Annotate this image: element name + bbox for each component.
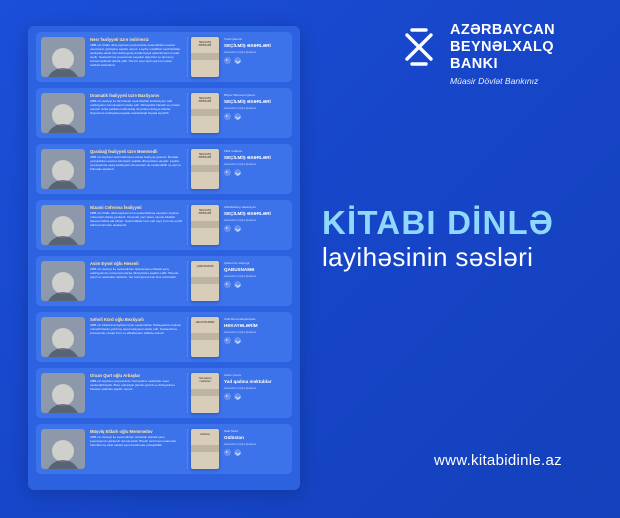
list-item[interactable]	[36, 32, 292, 82]
list-item[interactable]	[36, 424, 292, 474]
list-item[interactable]	[36, 200, 292, 250]
speaker-name: Nizami Cəfərova fəaliyyəti	[90, 205, 142, 210]
website-url[interactable]: www.kitabidinle.az	[434, 452, 562, 469]
narrator-label: Səsləndirən: layihə iştirakçısı	[224, 51, 257, 54]
speaker-bio: ABB-nin layihəsi çərçivəsində Yad qadına məktublar əsəri səsləndirilmişdir. Əsər epistolyar janrda yazılıb və dinləyicilərə hissələr şəklində təqdim olunur.	[90, 379, 175, 392]
book-cover: Gülüstan	[191, 429, 219, 469]
speaker-name: Müşvİq Eldarlı oğlu Məmmədov	[90, 429, 153, 434]
book-cover: SEÇİLMİŞ ƏSƏRLƏR	[191, 93, 219, 133]
play-icon[interactable]	[224, 393, 231, 400]
play-icon[interactable]	[224, 169, 231, 176]
audio-controls[interactable]	[224, 113, 287, 120]
bank-knot-logo-icon	[398, 26, 440, 68]
narrator-label: Səsləndirən: layihə iştirakçısı	[224, 331, 257, 334]
speaker-name: Nəsr fəaliyyəti üzrə indirimsiz	[90, 37, 149, 42]
speaker-photo	[41, 317, 85, 357]
book-title: SEÇİLMİŞ ƏSƏRLƏRİ	[224, 155, 271, 160]
speaker-photo	[41, 205, 85, 245]
speaker-name: Dramatik fəaliyyəti üzrə Baxtiyarov	[90, 93, 160, 98]
download-icon[interactable]	[234, 225, 241, 232]
book-title: HEKAYƏLƏRİM	[224, 323, 258, 328]
speaker-photo	[41, 93, 85, 133]
download-icon[interactable]	[234, 57, 241, 64]
audiobook-list-panel	[28, 26, 300, 490]
audio-controls[interactable]	[224, 393, 287, 400]
speaker-name: Orxan Qurt oğlu Arbaşlar	[90, 373, 141, 378]
book-author: Əliyev Məmməd Qasım	[224, 93, 256, 97]
book-author: Tahir Cəlilova	[224, 149, 243, 153]
download-icon[interactable]	[234, 169, 241, 176]
list-item[interactable]	[36, 256, 292, 306]
headline-line2: layihəsinin səsləri	[322, 242, 534, 272]
bank-tagline: Müasir Dövlət Bankınız	[450, 76, 539, 86]
narrator-label: Səsləndirən: layihə iştirakçısı	[224, 443, 257, 446]
play-icon[interactable]	[224, 281, 231, 288]
play-icon[interactable]	[224, 449, 231, 456]
book-title: Yad qadına məktublar	[224, 379, 272, 384]
narrator-label: Səsləndirən: layihə iştirakçısı	[224, 163, 257, 166]
download-icon[interactable]	[234, 449, 241, 456]
speaker-name: Qarabağ fəaliyyəti üzrə Məmmədli	[90, 149, 158, 154]
list-item[interactable]	[36, 368, 292, 418]
headline-line1: KİTABI DİNLƏ	[322, 204, 555, 241]
bank-name-line2: BEYNƏLXALQ BANKI	[450, 39, 554, 72]
book-title: SEÇİLMİŞ ƏSƏRLƏRİ	[224, 211, 271, 216]
audio-controls[interactable]	[224, 449, 287, 456]
book-cover: SEÇİLMİŞ ƏSƏRLƏR	[191, 149, 219, 189]
play-icon[interactable]	[224, 337, 231, 344]
book-cover: SEÇİLMİŞ ƏSƏRLƏR	[191, 205, 219, 245]
speaker-bio: ABB-nin dəstəyi ilə səsləndirilən Gülüstan klassik şərq poeziyasının görkəmli nümunəsidir. Əsərin tərcüməsi əsasında hazırlanmış səsli variant ayrıca bölmədə yerləşdirilib.	[90, 435, 176, 448]
book-author: Abdullahbey Həsənliyev	[224, 205, 257, 209]
download-icon[interactable]	[234, 281, 241, 288]
speaker-photo	[41, 37, 85, 77]
speaker-photo	[41, 373, 85, 413]
narrator-label: Səsləndirən: layihə iştirakçısı	[224, 107, 257, 110]
speaker-bio: ABB-nin Kitabı dinlə layihəsi çərçivəsində səsləndirilən əsərlər oxucuların görüşünə təqdim olunur. Layihə müəllifləri səsli kitablar vasitəsilə ədəbi irsin daha geniş auditoriyaya çatdırılmasını hədəf seçib. Səsləndirmə prosesində peşəkar aktyorlar və tanınmış ictimai xadimlər iştirak edib. Hər bir əsər üçün ayrıca musiqi tərtibatı hazırlanıb.	[90, 43, 181, 68]
audio-controls[interactable]	[224, 57, 287, 64]
book-author: Sədi Şirazi	[224, 429, 239, 433]
promo-headline	[322, 205, 602, 273]
speaker-photo	[41, 429, 85, 469]
play-icon[interactable]	[224, 225, 231, 232]
audio-controls[interactable]	[224, 281, 287, 288]
download-icon[interactable]	[234, 113, 241, 120]
book-cover: QABUSNAMƏ	[191, 261, 219, 301]
list-item[interactable]	[36, 312, 292, 362]
play-icon[interactable]	[224, 113, 231, 120]
book-author: Cəlil Məmmədquluzadə	[224, 317, 256, 321]
book-title: QABUSNAMƏ	[224, 267, 255, 272]
speaker-bio: ABB-nin layihəsi səsli kitabxana olaraq fəaliyyət göstərir. Burada yerləşdirilən əsərlər ödənişsiz şəkildə dinləyicilərə açıqdır. Layihə çərçivəsində uşaq ədəbiyyatı nümunələri də səsləndirilib və ayrıca bölmədə toplanıb.	[90, 155, 181, 172]
book-author: Qabus bin Vəşmgir	[224, 261, 250, 265]
speaker-bio: ABB-nin kitabxana layihəsi üçün səsləndirilən Hekayələrim toplusu müxtəlif illərdə yazılmış qısa hekayələri əhatə edir. Səsləndirmə prosesində musiqi fonu və effektlərdən istifadə olunub.	[90, 323, 182, 336]
speaker-bio: ABB-nin Kitabı dinlə layihəsi üzrə səsləndirilmiş əsərlərin siyahısı mütəmadi olaraq yenilənir. Oxucular yeni əlavə olunan kitablar barədə bildiriş ala bilirlər. Səsli kitablar həm veb sayt, həm də mobil tətbiq üzərindən əlçatandır.	[90, 211, 182, 228]
list-item[interactable]	[36, 144, 292, 194]
audio-controls[interactable]	[224, 169, 287, 176]
speaker-name: Asim Eynəl oğlu Həsənli	[90, 261, 139, 266]
book-title: SEÇİLMİŞ ƏSƏRLƏRİ	[224, 99, 271, 104]
speaker-bio: ABB-nin dəstəyi ilə səsləndirilən Qabusnamə klassik şərq ədəbiyyatının nümunəsi olaraq dinləyicilərə təqdim edilir. Əsərdə öyüd və nəsihətlər toplanıb, hər fəsil ayrıca trek kimi verilmişdir.	[90, 267, 179, 280]
narrator-label: Səsləndirən: layihə iştirakçısı	[224, 387, 257, 390]
download-icon[interactable]	[234, 337, 241, 344]
play-icon[interactable]	[224, 57, 231, 64]
book-cover: HEKAYƏLƏRİM	[191, 317, 219, 357]
bank-name-line1: AZƏRBAYCAN	[450, 22, 556, 38]
list-item[interactable]	[36, 88, 292, 138]
book-cover: SEÇİLMİŞ ƏSƏRLƏR	[191, 37, 219, 77]
book-cover: Yad qadına məktublar	[191, 373, 219, 413]
speaker-photo	[41, 149, 85, 189]
narrator-label: Səsləndirən: layihə iştirakçısı	[224, 275, 257, 278]
speaker-name: Səfərli Kürd oğlu Bəxtiyarlı	[90, 317, 144, 322]
book-title: Gülüstan	[224, 435, 244, 440]
speaker-photo	[41, 261, 85, 301]
narrator-label: Səsləndirən: layihə iştirakçısı	[224, 219, 257, 222]
audio-controls[interactable]	[224, 225, 287, 232]
speaker-bio: ABB-nin dəstəyi ilə hazırlanan səsli kitablar kolleksiyası milli ədəbiyyatın nümunələrini əhatə edir. Dinləyicilər klassik və müasir əsərləri rahat şəkildə mobil tətbiq üzərindən dinləyə bilərlər. Səsyazma studiyada peşəkar avadanlıqla həyata keçirilib.	[90, 99, 180, 116]
bank-logo-lockup	[398, 22, 594, 88]
book-title: SEÇİLMİŞ ƏSƏRLƏRİ	[224, 43, 271, 48]
download-icon[interactable]	[234, 393, 241, 400]
book-author: Tural Qasımlı	[224, 37, 242, 41]
audio-controls[interactable]	[224, 337, 287, 344]
book-author: Anton Çexov	[224, 373, 242, 377]
